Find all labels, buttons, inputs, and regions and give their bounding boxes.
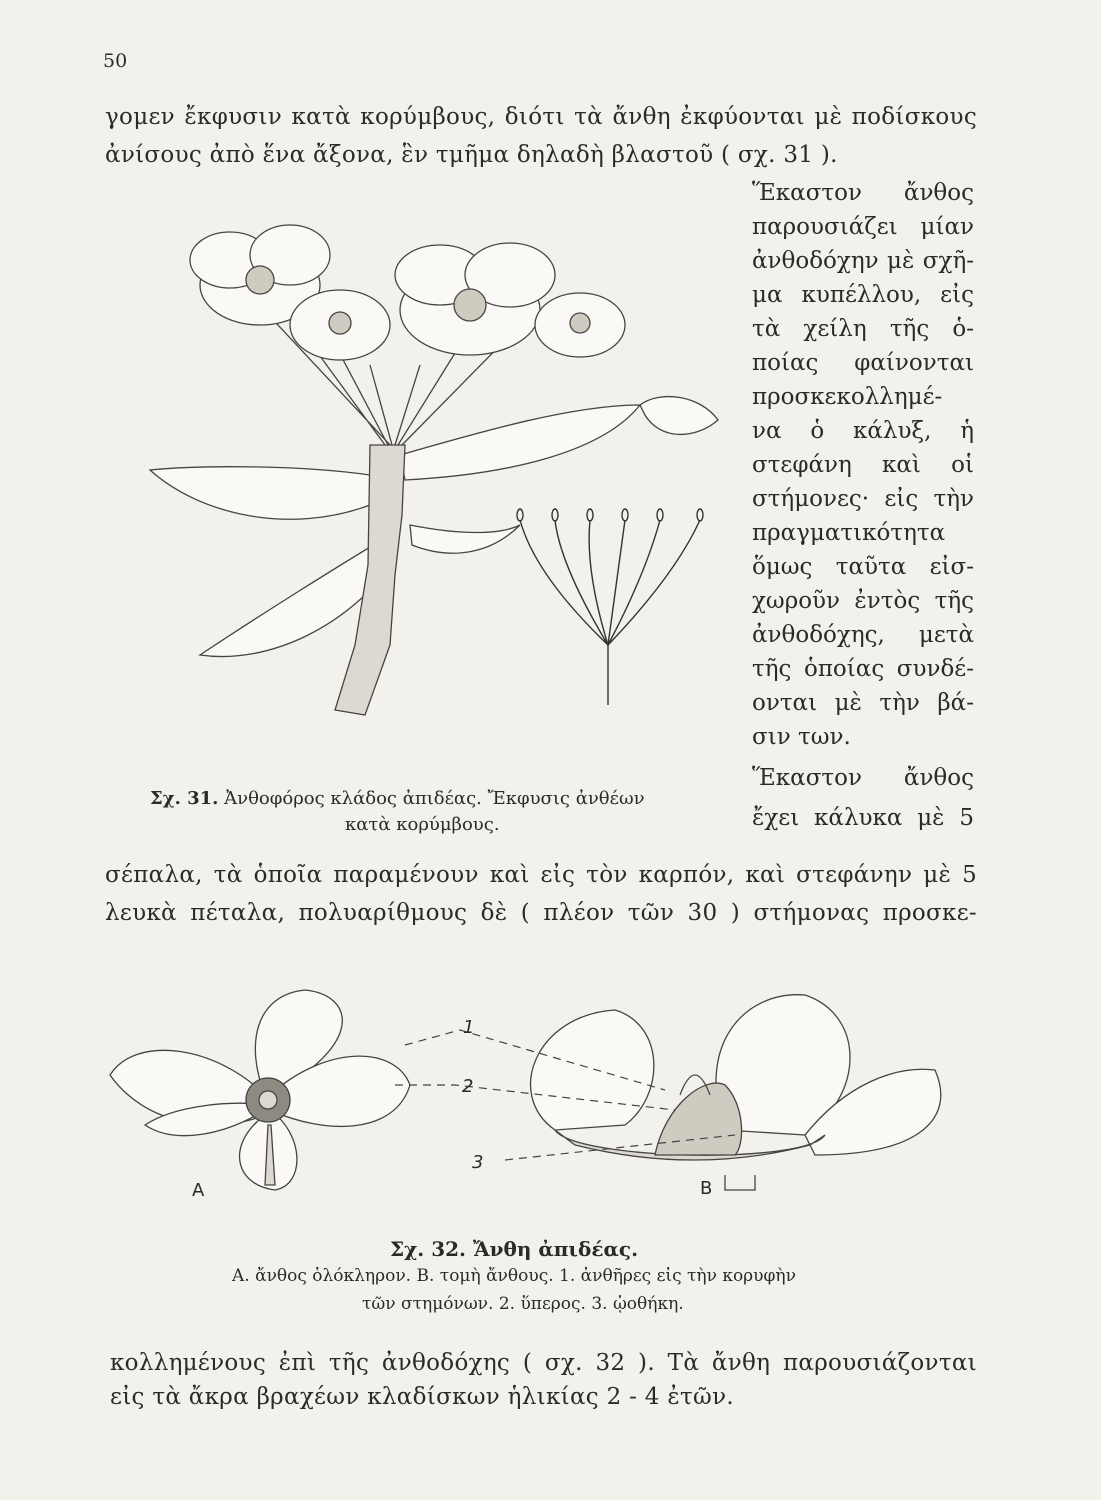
figure-label-b: B [700,1178,713,1199]
body-text-line: λευκὰ πέταλα, πολυαρίθμους δὲ ( πλέον τῶν 30 ) στήμονας προσκε- [105,900,977,926]
side-text-line: παρουσιάζει μίαν [752,214,974,240]
body-text-line: ἀνίσους ἀπὸ ἕνα ἄξονα, ἓν τμῆμα δηλαδὴ βλαστοῦ ( σχ. 31 ). [105,142,838,168]
side-text-line: ὅμως ταῦτα εἰσ- [752,554,974,580]
figure-label-2: 2 [462,1076,474,1097]
side-text-line: μα κυπέλλου, εἰς [752,282,974,308]
side-text-line: χωροῦν ἐντὸς τῆς [752,588,974,614]
side-text-line: ονται μὲ τὴν βά- [752,690,974,716]
body-text-line: σέπαλα, τὰ ὁποῖα παραμένουν καὶ εἰς τὸν καρπόν, καὶ στεφάνην μὲ 5 [105,862,977,888]
side-text-line: τὰ χείλη τῆς ὁ- [752,316,974,342]
body-text-line: κολλημένους ἐπὶ τῆς ἀνθοδόχης ( σχ. 32 ). Τὰ ἄνθη παρουσιάζονται [110,1350,977,1376]
side-text-line: Ἕκαστον ἄνθος [752,765,974,791]
pear-branch-illustration [140,215,740,725]
side-text-line: πραγματικότητα [752,520,946,546]
side-text-line: να ὁ κάλυξ, ἡ [752,418,974,444]
side-text-line: τῆς ὁποίας συνδέ- [752,656,974,682]
side-text-line: ποίας φαίνονται [752,350,974,376]
side-text-line: ἔχει κάλυκα μὲ 5 [752,805,974,831]
figure-label-1: 1 [463,1017,475,1038]
side-text-line: στεφάνη καὶ οἱ [752,452,974,478]
figure-31-number: Σχ. 31. [150,788,219,809]
pear-flower-illustrations [105,985,975,1200]
body-text-line: εἰς τὰ ἄκρα βραχέων κλαδίσκων ἡλικίας 2 - 4 ἐτῶν. [110,1384,734,1410]
page-number: 50 [103,50,128,72]
figure-label-3: 3 [472,1152,484,1173]
side-text-line: Ἕκαστον ἄνθος [752,180,974,206]
figure-31-caption [150,788,645,809]
figure-31-caption-line2: κατὰ κορύμβους. [345,814,500,835]
figure-32-caption-line1: Α. ἄνθος ὁλόκληρον. Β. τομὴ ἄνθους. 1. ἀνθῆρες εἰς τὴν κορυφὴν [232,1266,796,1286]
figure-31-caption-line1: Ἀνθοφόρος κλάδος ἀπιδέας. Ἔκφυσις ἀνθέων [224,788,645,809]
side-text-line: στήμονες· εἰς τὴν [752,486,974,512]
body-text-line: γομεν ἔκφυσιν κατὰ κορύμβους, διότι τὰ ἄνθη ἐκφύονται μὲ ποδίσκους [105,104,977,130]
side-text-line: ἀνθοδόχης, μετὰ [752,622,974,648]
figure-label-a: A [192,1180,205,1201]
side-text-line: ἀνθοδόχην μὲ σχῆ- [752,248,974,274]
side-text-line: σιν των. [752,724,851,750]
figure-32-caption-line2: τῶν στημόνων. 2. ὕπερος. 3. ᾠοθήκη. [362,1294,684,1314]
side-text-line: προσκεκολλημέ- [752,384,943,410]
figure-32-title: Σχ. 32. Ἄνθη ἀπιδέας. [390,1237,639,1261]
